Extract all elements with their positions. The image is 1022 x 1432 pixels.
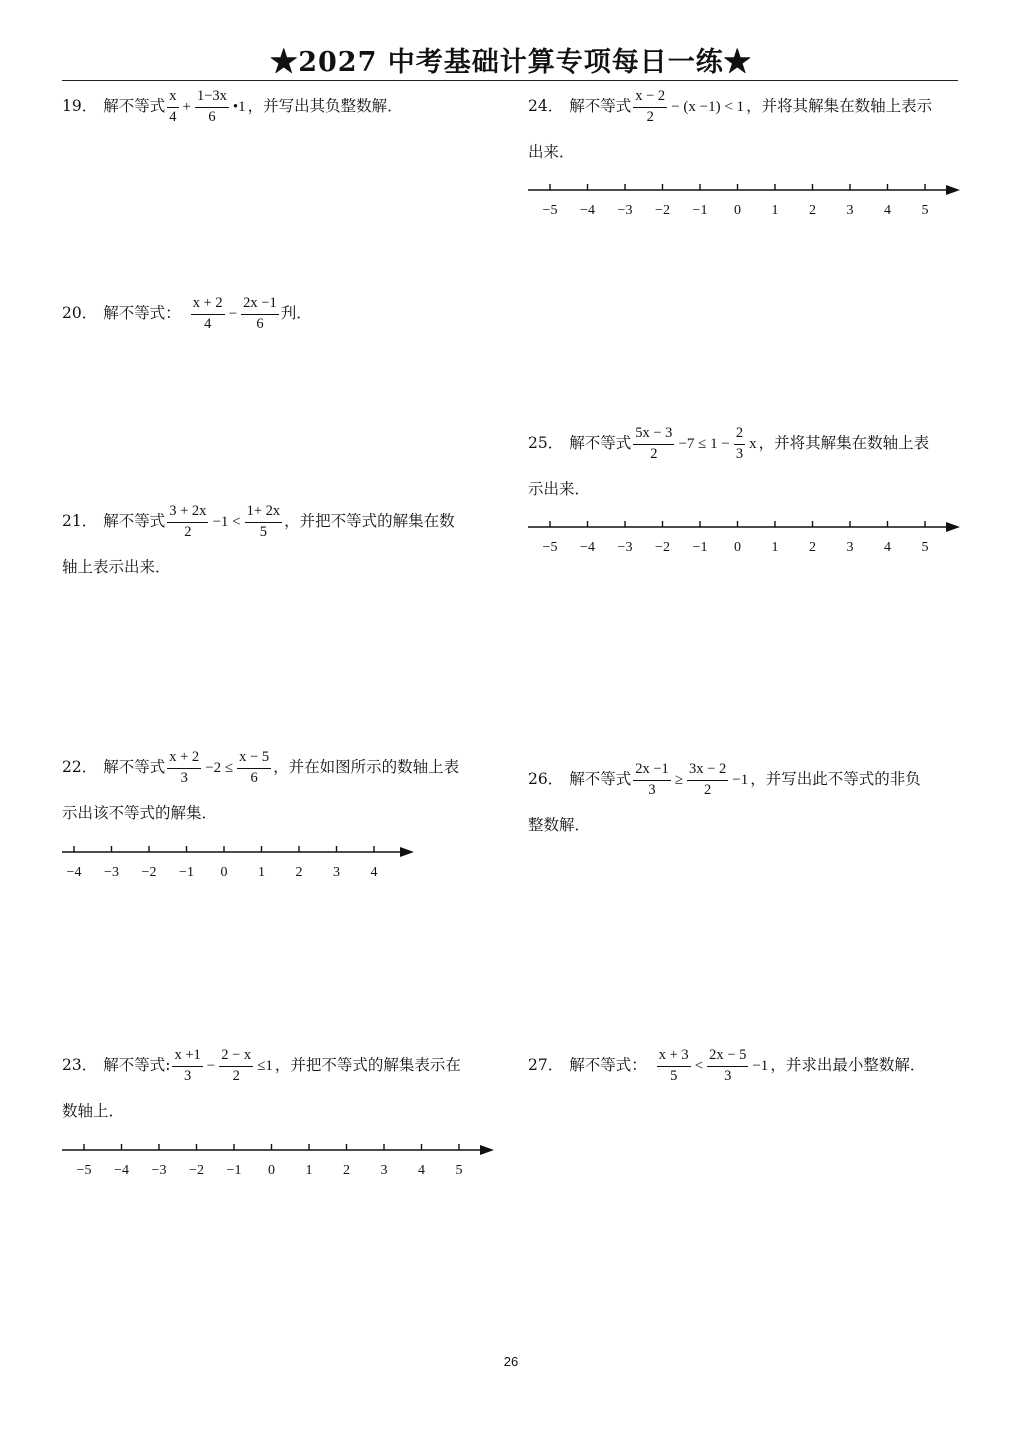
- axis-label: 4: [370, 865, 378, 880]
- axis-label: 0: [268, 1163, 275, 1178]
- axis-label: 1: [771, 203, 779, 218]
- axis-label: 3: [333, 865, 340, 880]
- operator: <: [694, 1057, 704, 1074]
- fraction: [167, 750, 201, 785]
- fraction: [245, 504, 283, 539]
- denominator: 3: [735, 445, 744, 462]
- axis-label: 5: [455, 1163, 463, 1178]
- problem-tail: ，并把不等式的解集在数: [284, 512, 455, 531]
- relation: ≤1: [257, 1057, 273, 1074]
- problem-25: [528, 422, 929, 504]
- page-title: ★2027 中考基础计算专项每日一练★: [270, 47, 752, 78]
- denominator: 6: [250, 769, 258, 786]
- problem-lead: 解不等式：: [103, 304, 181, 323]
- arrow-icon: [946, 185, 960, 195]
- axis-label: 3: [380, 1163, 388, 1178]
- axis-label: −4: [114, 1163, 129, 1178]
- operator: −: [228, 305, 238, 322]
- fraction: [707, 1048, 748, 1083]
- numerator: x + 2: [167, 750, 201, 768]
- axis-label: −2: [189, 1163, 204, 1178]
- fraction: [167, 89, 178, 124]
- problem-20: [62, 292, 312, 336]
- problem-number: 24．: [528, 97, 564, 116]
- problem-lead: 解不等式: [569, 97, 632, 116]
- axis-label: −2: [655, 540, 670, 555]
- axis-label: 4: [884, 203, 891, 218]
- number-line-svg: [528, 176, 970, 222]
- axis-label: −1: [692, 540, 708, 555]
- axis-label: −4: [66, 865, 82, 880]
- axis-label: 2: [809, 203, 816, 218]
- denominator: 4: [169, 108, 177, 125]
- axis-label: 3: [846, 203, 854, 218]
- axis-label: 4: [884, 540, 891, 555]
- operator: ≥: [674, 771, 684, 788]
- problem-number: 21．: [62, 512, 98, 531]
- axis-label: −1: [226, 1163, 242, 1178]
- axis-label: 2: [343, 1163, 350, 1178]
- problem-22: [62, 746, 459, 828]
- denominator: 5: [670, 1067, 678, 1084]
- numerator: 3 + 2x: [167, 504, 208, 522]
- number-line-svg: [528, 513, 970, 559]
- page-number: 26: [503, 1354, 519, 1369]
- numerator: x + 2: [191, 296, 225, 314]
- problem-line2: 示出该不等式的解集．: [62, 804, 218, 823]
- relation: −1: [732, 771, 749, 788]
- number-line-svg: [62, 838, 424, 884]
- problem-21: [62, 500, 455, 582]
- numerator: x +1: [172, 1048, 202, 1066]
- numerator: x: [167, 89, 178, 107]
- axis-label: −3: [617, 540, 633, 555]
- problem-tail: ，并在如图所示的数轴上表: [273, 758, 460, 777]
- denominator: 3: [724, 1067, 732, 1084]
- number-line-22: [62, 838, 424, 884]
- denominator: 2: [646, 108, 654, 125]
- denominator: 3: [184, 1067, 192, 1084]
- operator: −: [206, 1057, 216, 1074]
- problem-tail: ，并写出其负整数解．: [247, 97, 403, 116]
- axis-label: 4: [418, 1163, 425, 1178]
- axis-label: 1: [771, 540, 779, 555]
- fraction: [172, 1048, 202, 1083]
- axis-label: −2: [655, 203, 670, 218]
- axis-label: 1: [258, 865, 265, 880]
- numerator: 5x − 3: [633, 426, 674, 444]
- axis-label: 5: [921, 203, 929, 218]
- numerator: x − 5: [237, 750, 271, 768]
- problem-tail: ，并写出此不等式的非负: [750, 770, 921, 789]
- fraction: [687, 762, 728, 797]
- denominator: 2: [704, 781, 712, 798]
- operator: − (x −1) < 1: [671, 98, 745, 115]
- problem-number: 25．: [528, 434, 564, 453]
- axis-label: −3: [617, 203, 633, 218]
- problem-26: [528, 758, 921, 840]
- problem-number: 19．: [62, 97, 98, 116]
- problem-27: [528, 1044, 925, 1088]
- problem-line2: 轴上表示出来．: [62, 558, 171, 577]
- numerator: x − 2: [633, 89, 667, 107]
- numerator: 2x − 5: [707, 1048, 748, 1066]
- axis-label: 3: [846, 540, 854, 555]
- denominator: 2: [232, 1067, 240, 1084]
- fraction: [167, 504, 208, 539]
- fraction: [657, 1048, 691, 1083]
- problem-tail: ，并将其解集在数轴上表示: [746, 97, 933, 116]
- axis-label: −2: [141, 865, 157, 880]
- problem-19: [62, 85, 403, 129]
- fraction: [633, 762, 671, 797]
- numerator: 2x −1: [633, 762, 671, 780]
- number-line-25: [528, 513, 970, 559]
- axis-label: −3: [151, 1163, 167, 1178]
- axis-label: −5: [542, 203, 558, 218]
- axis-label: 5: [921, 540, 929, 555]
- numerator: 2x −1: [241, 296, 279, 314]
- numerator: 3x − 2: [687, 762, 728, 780]
- problem-tail: ，并将其解集在数轴上表: [758, 434, 930, 453]
- operator: +: [182, 98, 191, 115]
- problem-number: 20．: [62, 304, 98, 323]
- numerator: 1−3x: [195, 89, 229, 107]
- number-line-23: [62, 1136, 504, 1182]
- problem-24: [528, 85, 932, 167]
- fraction: [241, 296, 279, 331]
- problem-lead: 解不等式: [569, 434, 632, 453]
- problem-line2: 示出来．: [528, 480, 591, 499]
- number-line-svg: [62, 1136, 504, 1182]
- fraction: [633, 426, 674, 461]
- denominator: 6: [256, 315, 264, 332]
- operator: −7 ≤ 1 −: [678, 435, 730, 452]
- denominator: 3: [648, 781, 656, 798]
- axis-label: −3: [104, 865, 119, 880]
- relation: •1: [232, 98, 246, 115]
- relation: 刋: [280, 304, 297, 323]
- fraction: [191, 296, 225, 331]
- fraction: [734, 426, 745, 461]
- axis-label: −1: [179, 865, 194, 880]
- relation: −1: [752, 1057, 769, 1074]
- operator: −2 ≤: [205, 759, 234, 776]
- problem-lead: 解不等式: [569, 770, 632, 789]
- fraction: [633, 89, 667, 124]
- axis-label: 2: [809, 540, 816, 555]
- axis-label: −5: [542, 540, 558, 555]
- axis-label: 0: [734, 540, 741, 555]
- axis-label: −4: [580, 540, 595, 555]
- numerator: 2 − x: [219, 1048, 253, 1066]
- axis-label: −1: [692, 203, 708, 218]
- problem-number: 27．: [528, 1056, 564, 1075]
- denominator: 5: [259, 523, 268, 540]
- arrow-icon: [946, 522, 960, 532]
- axis-label: 2: [295, 865, 303, 880]
- problem-lead: 解不等式: [103, 758, 166, 777]
- axis-label: 1: [305, 1163, 313, 1178]
- arrow-icon: [400, 847, 414, 857]
- numerator: x + 3: [657, 1048, 691, 1066]
- denominator: 2: [184, 523, 192, 540]
- problem-number: 22．: [62, 758, 98, 777]
- problem-number: 23．: [62, 1056, 98, 1075]
- problem-23: [62, 1044, 461, 1126]
- denominator: 3: [180, 769, 188, 786]
- problem-lead: 解不等式：: [569, 1056, 647, 1075]
- header-rule: [62, 80, 958, 81]
- axis-label: −4: [580, 203, 595, 218]
- problem-tail: ，并求出最小整数解．: [770, 1056, 926, 1075]
- problem-line2: 整数解．: [528, 816, 591, 835]
- problem-lead: 解不等式:: [103, 1056, 171, 1075]
- axis-label: 0: [734, 203, 741, 218]
- fraction: [219, 1048, 253, 1083]
- problem-tail: ，并把不等式的解集表示在: [274, 1056, 461, 1075]
- axis-label: 0: [220, 865, 228, 880]
- fraction: [237, 750, 271, 785]
- axis-label: −5: [76, 1163, 92, 1178]
- operator: −1 <: [212, 513, 241, 530]
- problem-number: 26．: [528, 770, 564, 789]
- denominator: 6: [208, 108, 216, 125]
- problem-line2: 数轴上．: [62, 1102, 125, 1121]
- arrow-icon: [480, 1145, 494, 1155]
- denominator: 2: [650, 445, 658, 462]
- problem-line2: 出来．: [528, 143, 575, 162]
- numerator: 1+ 2x: [245, 504, 283, 522]
- denominator: 4: [204, 315, 212, 332]
- numerator: 2: [734, 426, 745, 444]
- problem-lead: 解不等式: [103, 512, 166, 531]
- relation: x: [749, 435, 757, 452]
- fraction: [195, 89, 229, 124]
- problem-tail: ．: [296, 304, 312, 323]
- problem-lead: 解不等式: [103, 97, 166, 116]
- number-line-24: [528, 176, 970, 222]
